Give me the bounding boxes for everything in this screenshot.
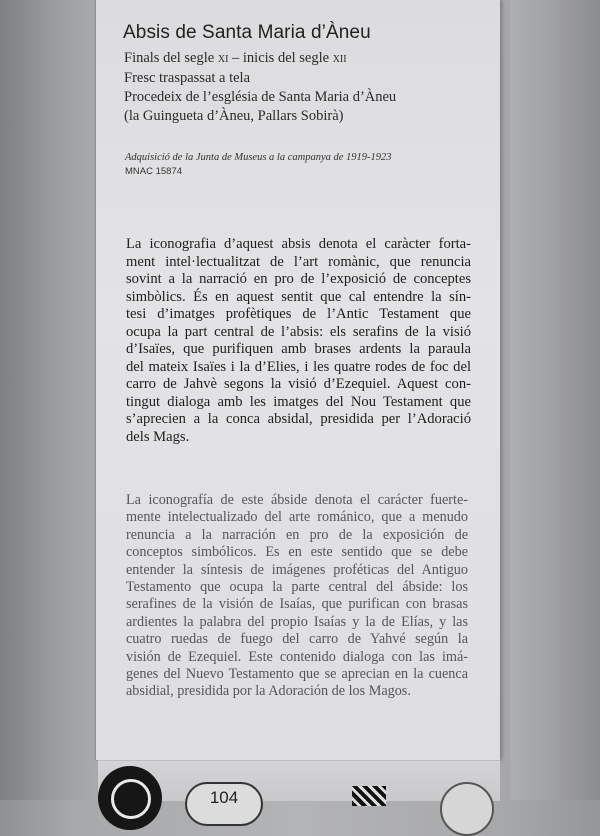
text-line: genes del Nuevo Testamento que se aprecian en la cuenca [126, 666, 468, 683]
text-line: ment intel·lectualitzat de l’art romànic, que renuncia [126, 253, 471, 270]
wall-right [510, 0, 600, 800]
text-line: s’aprecien a la conca absidal, presidida per l’Adoració [126, 411, 471, 427]
text-line: absidial, presidida por la Adoración de los Magos. [126, 683, 411, 700]
text-line: mente intelectualizado del arte románico, que a menudo [126, 509, 468, 526]
text-line: La iconografia d’aquest absis denota el caràcter forta- [126, 236, 471, 252]
date-middle: – inicis del segle [228, 50, 333, 66]
century-end: xii [332, 50, 347, 66]
date-line [124, 50, 347, 67]
acquisition-note: Adquisició de la Junta de Museus a la campanya de 1919-1923 [125, 152, 392, 163]
text-line: d’Isaïes, que purifiquen amb brases ardents la paraula [126, 341, 471, 357]
text-line: sovint a la narració en pro de l’exposició de conceptes [126, 271, 471, 287]
text-line: dels Mags. [126, 428, 190, 445]
audio-guide-icon [98, 766, 162, 830]
date-prefix: Finals del segle [124, 50, 218, 66]
location: (la Guingueta d’Àneu, Pallars Sobirà) [124, 108, 344, 124]
origin: Procedeix de l’església de Santa Maria d’Àneu [124, 89, 397, 105]
text-line: ardientes la palabra del propio Isaías y la de Elías, y las [126, 613, 468, 630]
spanish-description [126, 492, 468, 701]
qr-code-icon [352, 786, 386, 806]
text-line: conceptos simbólicos. Es en este sentido que se debe [126, 544, 468, 561]
circle-icon [440, 782, 494, 836]
text-line: simbòlics. És en aquest sentit que cal entendre la sín- [126, 288, 471, 305]
text-line: del mateix Isaïes i la d’Elies, i les quatre rodes de foc del [126, 358, 471, 375]
text-line: ocupa la part central de l’absis: els serafins de la visió [126, 323, 471, 340]
technique: Fresc traspassat a tela [124, 70, 251, 86]
text-line: La iconografía de este ábside denota el carácter fuerte- [126, 492, 468, 508]
text-line: Testamento que ocupa la parte central del ábside: los [126, 579, 468, 596]
text-line: tesi d’imatges profètiques de l’Antic Testament que [126, 306, 471, 322]
artwork-title: Absis de Santa Maria d’Àneu [123, 22, 371, 43]
text-line: serafines de la visión de Isaías, que purifican con brasas [126, 596, 468, 613]
text-line: visión de Ezequiel. Este contenido dialoga con las imá- [126, 648, 468, 665]
text-line: carro de Jahvè segons la visió d’Ezequiel. Aquest con- [126, 376, 471, 392]
text-line: tingut dialoga amb les imatges del Nou Testament que [126, 393, 471, 410]
wall-left [0, 0, 95, 800]
text-line: renuncia a la narración en pro de la exposición de [126, 526, 468, 543]
catalan-description [126, 236, 471, 446]
inventory-number: MNAC 15874 [125, 166, 183, 177]
text-line: cuatro ruedas de fuego del carro de Yahvé según la [126, 631, 468, 648]
audio-guide-number: 104 [185, 782, 263, 826]
century-start: xi [217, 50, 229, 66]
text-line: entender la síntesis de imágenes proféticas del Antiguo [126, 561, 468, 578]
